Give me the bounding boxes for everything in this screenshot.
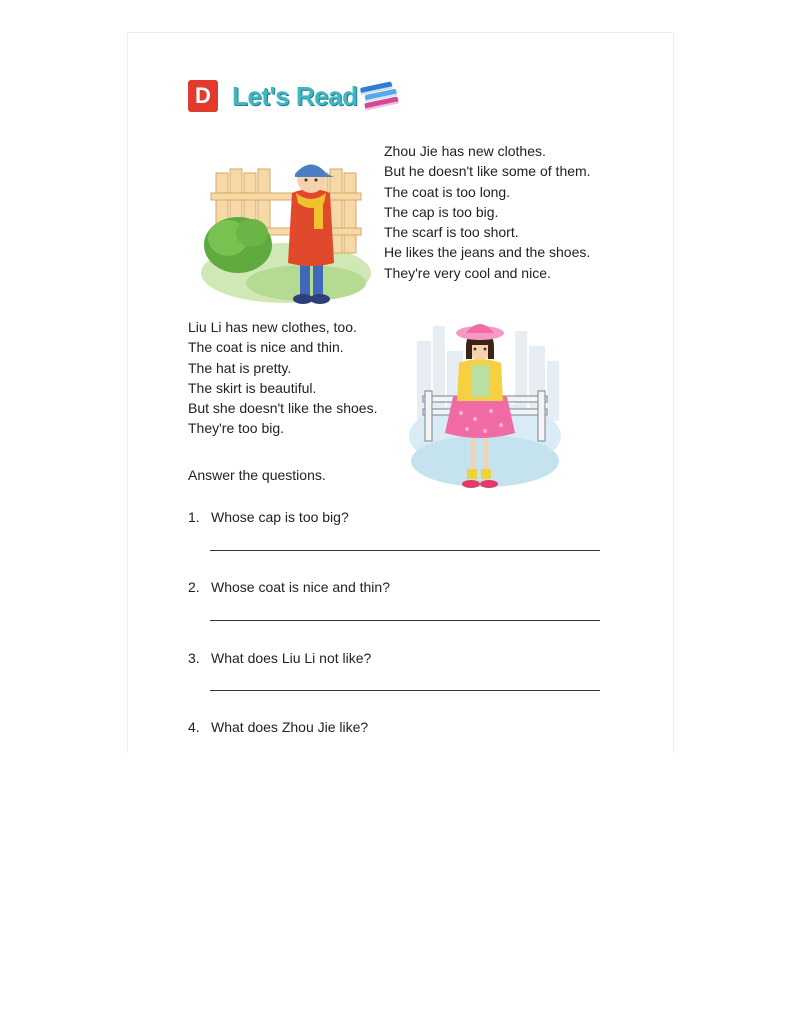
question-number: 1. xyxy=(188,509,200,525)
question-number: 3. xyxy=(188,650,200,666)
instruction-text: Answer the questions. xyxy=(188,467,326,483)
passage-line: He likes the jeans and the shoes. xyxy=(384,244,591,261)
passage-line: Liu Li has new clothes, too. xyxy=(188,319,357,335)
passage-line: The coat is too long. xyxy=(384,183,511,200)
answer-line-1[interactable] xyxy=(210,550,600,551)
passage-line: The scarf is too short. xyxy=(384,224,519,241)
books-icon xyxy=(359,78,401,114)
question-text: Whose coat is nice and thin? xyxy=(211,579,390,595)
passage-line: The cap is too big. xyxy=(384,203,499,220)
section-title: Let's Read xyxy=(232,80,358,111)
worksheet-page xyxy=(127,32,674,753)
passage-line: The coat is nice and thin. xyxy=(188,339,344,356)
question-number: 4. xyxy=(188,719,200,735)
question-number: 2. xyxy=(188,579,200,595)
question-1 xyxy=(188,509,349,525)
question-text: What does Zhou Jie like? xyxy=(211,719,369,735)
passage-line: The skirt is beautiful. xyxy=(188,379,317,396)
question-3 xyxy=(188,650,371,666)
passage-line: But she doesn't like the shoes. xyxy=(188,400,378,417)
passage-line: But he doesn't like some of them. xyxy=(384,163,591,180)
passage-line: They're too big. xyxy=(188,420,285,437)
passage-liu-li xyxy=(188,317,377,439)
passage-line: Zhou Jie has new clothes. xyxy=(384,143,546,159)
answer-line-2[interactable] xyxy=(210,620,600,621)
boy-illustration xyxy=(196,133,371,313)
passage-line: The hat is pretty. xyxy=(188,359,292,376)
section-badge: D xyxy=(188,80,218,112)
question-text: Whose cap is too big? xyxy=(211,509,349,525)
passage-zhou-jie xyxy=(384,141,591,283)
answer-line-3[interactable] xyxy=(210,690,600,691)
passage-line: They're very cool and nice. xyxy=(384,264,551,281)
section-header xyxy=(188,79,401,113)
question-4 xyxy=(188,719,368,735)
question-2 xyxy=(188,579,390,595)
girl-illustration xyxy=(403,301,563,496)
question-text: What does Liu Li not like? xyxy=(211,650,372,666)
